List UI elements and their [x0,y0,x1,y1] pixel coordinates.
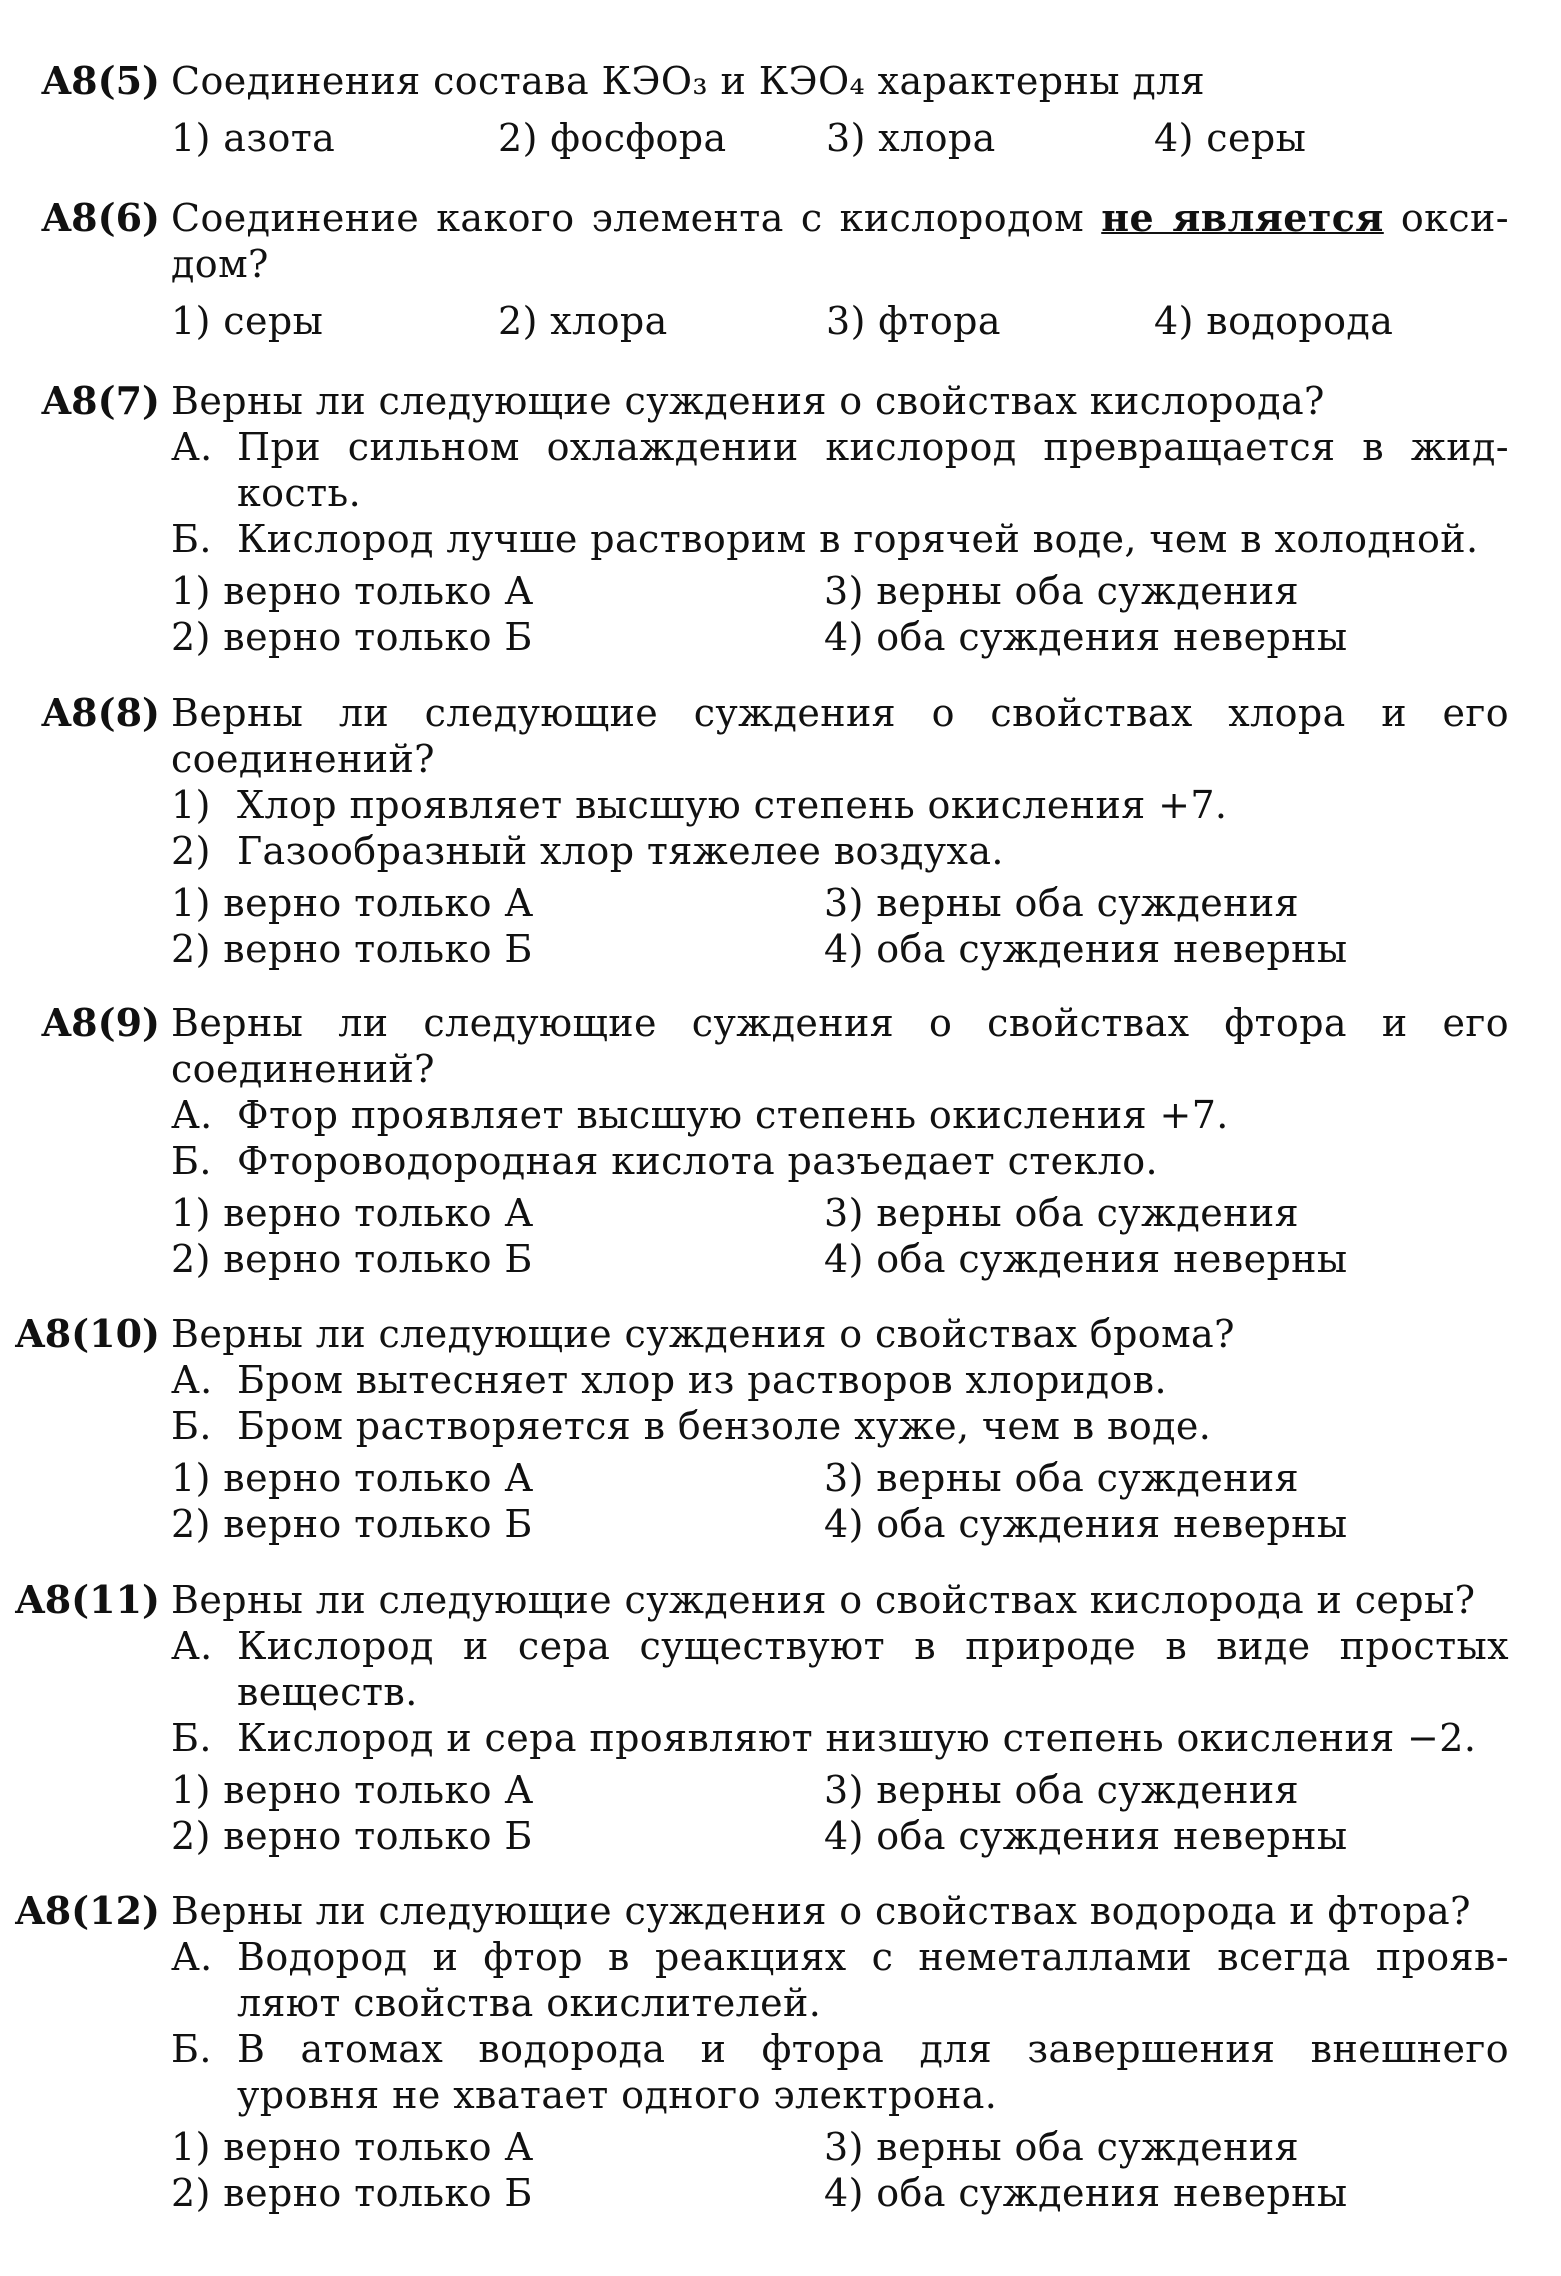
statement-text: Хлор проявляет высшую степень окисления +7. [237,783,1228,827]
statement-b [171,516,1509,562]
statement-text: Бром вытесняет хлор из растворов хлоридов. [237,1358,1167,1402]
option-1[interactable]: 1) верно только А [171,1768,534,1812]
statement-text: Бром растворяется в бензоле хуже, чем в воде. [237,1404,1212,1448]
option-3[interactable]: 3) верны оба суждения [824,1768,1299,1812]
statement-b [171,2026,1509,2118]
option-2[interactable]: 2) хлора [498,299,668,343]
statement-text: Водород и фтор в реакциях с неметаллами всегда прояв- [237,1935,1509,1979]
statement-marker: А. [171,1624,213,1668]
question-number: A8(8) [41,690,160,735]
question-stem: Верны ли следующие суждения о свойствах кислорода и серы? [171,1578,1476,1622]
question-stem: Соединения состава КЭО₃ и КЭО₄ характерны для [171,59,1206,103]
statement-2 [171,828,1509,874]
option-4[interactable]: 4) серы [1154,116,1307,160]
option-3[interactable]: 3) верны оба суждения [824,1191,1299,1235]
option-4[interactable]: 4) оба суждения неверны [824,1814,1348,1858]
statement-marker: А. [171,1093,213,1137]
statement-a [171,1357,1509,1403]
option-3[interactable]: 3) верны оба суждения [824,569,1299,613]
option-1[interactable]: 1) верно только А [171,1191,534,1235]
statement-a [171,1934,1509,2026]
question-number: A8(12) [15,1888,160,1933]
question-stem: Верны ли следующие суждения о свойствах хлора и его [171,691,1509,735]
option-2[interactable]: 2) верно только Б [171,615,533,659]
statement-text: Фтор проявляет высшую степень окисления +7. [237,1093,1229,1137]
statement-marker: А. [171,1358,213,1402]
statement-marker: А. [171,1935,213,1979]
option-2[interactable]: 2) верно только Б [171,2171,533,2215]
statement-marker: Б. [171,1716,212,1760]
question-stem [171,195,1509,241]
question-stem: Верны ли следующие суждения о свойствах брома? [171,1312,1235,1356]
option-3[interactable]: 3) верны оба суждения [824,1456,1299,1500]
statement-marker: Б. [171,1404,212,1448]
question-number: A8(9) [41,1000,160,1045]
question-number: A8(5) [41,58,160,103]
statement-marker: Б. [171,517,212,561]
question-number: A8(11) [15,1577,160,1622]
statement-a [171,1092,1509,1138]
option-1[interactable]: 1) верно только А [171,569,534,613]
statement-text: В атомах водорода и фтора для завершения внешнего [237,2027,1509,2071]
stem-text: Соединение какого элемента с кислородом [171,196,1085,240]
option-4[interactable]: 4) водорода [1154,299,1394,343]
option-3[interactable]: 3) верны оба суждения [824,881,1299,925]
option-1[interactable]: 1) верно только А [171,881,534,925]
option-2[interactable]: 2) верно только Б [171,1502,533,1546]
statement-text: При сильном охлаждении кислород превращается в жид- [237,425,1509,469]
option-1[interactable]: 1) верно только А [171,1456,534,1500]
option-2[interactable]: 2) верно только Б [171,1814,533,1858]
stem-text-end: окси- [1400,196,1509,240]
statement-b [171,1715,1509,1761]
option-4[interactable]: 4) оба суждения неверны [824,615,1348,659]
option-1[interactable]: 1) серы [171,299,324,343]
statement-marker: А. [171,425,213,469]
statement-text: Кислород лучше растворим в горячей воде, чем в холодной. [237,517,1479,561]
statement-text: Газообразный хлор тяжелее воздуха. [237,829,1004,873]
statement-b [171,1403,1509,1449]
question-number: A8(10) [15,1311,160,1356]
statement-marker: Б. [171,2027,212,2071]
statement-text: Кислород и сера существуют в природе в виде простых [237,1624,1509,1668]
statement-continuation: кость. [237,471,362,515]
option-3[interactable]: 3) фтора [826,299,1001,343]
stem-continuation: соединений? [171,737,435,781]
statement-text: Кислород и сера проявляют низшую степень окисления −2. [237,1716,1477,1760]
statement-a [171,1623,1509,1715]
question-number: A8(7) [41,378,160,423]
option-2[interactable]: 2) верно только Б [171,1237,533,1281]
statement-a [171,424,1509,516]
statement-continuation: веществ. [237,1670,418,1714]
statement-text: Фтороводородная кислота разъедает стекло. [237,1139,1159,1183]
option-1[interactable]: 1) азота [171,116,336,160]
question-stem: Верны ли следующие суждения о свойствах водорода и фтора? [171,1889,1471,1933]
option-3[interactable]: 3) хлора [826,116,996,160]
option-1[interactable]: 1) верно только А [171,2125,534,2169]
option-2[interactable]: 2) верно только Б [171,927,533,971]
option-4[interactable]: 4) оба суждения неверны [824,927,1348,971]
statement-b [171,1138,1509,1184]
statement-1 [171,782,1509,828]
statement-continuation: ляют свойства окислителей. [237,1981,822,2025]
statement-marker: 1) [171,783,211,827]
stem-emphasis: не является [1101,195,1384,240]
stem-continuation: соединений? [171,1047,435,1091]
statement-marker: 2) [171,829,211,873]
question-stem: Верны ли следующие суждения о свойствах фтора и его [171,1001,1509,1045]
statement-continuation: уровня не хватает одного электрона. [237,2073,998,2117]
option-4[interactable]: 4) оба суждения неверны [824,2171,1348,2215]
question-number: A8(6) [41,195,160,240]
option-4[interactable]: 4) оба суждения неверны [824,1502,1348,1546]
option-4[interactable]: 4) оба суждения неверны [824,1237,1348,1281]
option-2[interactable]: 2) фосфора [498,116,727,160]
stem-continuation: дом? [171,242,269,286]
statement-marker: Б. [171,1139,212,1183]
question-stem: Верны ли следующие суждения о свойствах кислорода? [171,379,1325,423]
option-3[interactable]: 3) верны оба суждения [824,2125,1299,2169]
